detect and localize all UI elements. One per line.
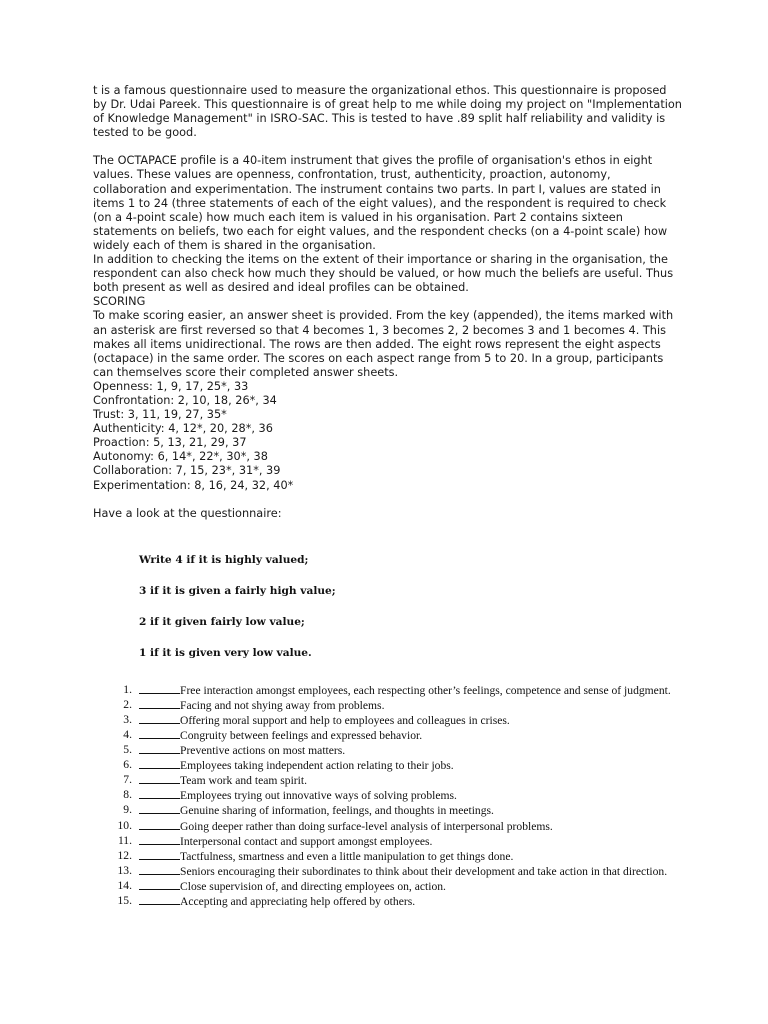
item-number: 2. — [123, 697, 132, 711]
item-number: 15. — [117, 894, 132, 908]
answer-blank[interactable] — [139, 849, 180, 860]
questionnaire-item — [93, 743, 683, 758]
item-number: 6. — [123, 758, 132, 772]
questionnaire-item — [93, 758, 683, 773]
scoring-heading: SCORING — [93, 295, 146, 309]
questionnaire-item — [93, 849, 683, 864]
questionnaire-item — [93, 864, 683, 879]
item-number: 4. — [123, 728, 132, 741]
item-text: Tactfulness, smartness and even a little manipulation to get things done. — [180, 849, 514, 863]
item-text: Team work and team spirit. — [180, 774, 308, 788]
questionnaire-item — [93, 773, 683, 788]
item-number: 12. — [117, 848, 132, 862]
item-text: Facing and not shying away from problems. — [180, 698, 385, 712]
scale-line-2: 2 if it given fairly low value; — [139, 615, 305, 628]
answer-blank[interactable] — [139, 788, 180, 799]
questionnaire-item — [93, 698, 683, 713]
answer-blank[interactable] — [139, 758, 180, 769]
answer-blank[interactable] — [139, 803, 180, 814]
item-text: Employees trying out innovative ways of solving problems. — [180, 789, 457, 803]
answer-blank[interactable] — [139, 683, 180, 694]
item-number: 10. — [117, 818, 132, 832]
questionnaire-item — [93, 879, 683, 894]
questionnaire-item — [93, 803, 683, 818]
item-number: 8. — [123, 788, 132, 802]
item-text: Genuine sharing of information, feelings, and thoughts in meetings. — [180, 804, 494, 818]
questionnaire-item — [93, 728, 683, 743]
answer-blank[interactable] — [139, 713, 180, 724]
item-number: 11. — [117, 833, 132, 847]
rating-scale — [139, 553, 683, 660]
scale-line-1: 1 if it is given very low value. — [139, 646, 312, 659]
item-text: Close supervision of, and directing employees on, action. — [180, 879, 446, 893]
answer-blank[interactable] — [139, 743, 180, 754]
answer-blank[interactable] — [139, 879, 180, 890]
intro-paragraph-3: In addition to checking the items on the extent of their importance or sharing in the organisation, the respondent can also check how much they should be valued, or how much the beliefs are useful. Thus both present as well as desired and ideal profiles can be obtained. — [93, 253, 674, 295]
scale-line-4: Write 4 if it is highly valued; — [139, 553, 309, 566]
item-text: Employees taking independent action relating to their jobs. — [180, 759, 454, 773]
document-page — [93, 84, 683, 909]
questionnaire-item — [93, 834, 683, 849]
item-text: Going deeper rather than doing surface-level analysis of interpersonal problems. — [180, 819, 553, 833]
questionnaire-item — [93, 788, 683, 803]
score-confrontation: Confrontation: 2, 10, 18, 26*, 34 — [93, 393, 277, 407]
item-number: 3. — [123, 712, 132, 726]
answer-blank[interactable] — [139, 894, 180, 905]
questionnaire-items — [93, 683, 683, 909]
score-proaction: Proaction: 5, 13, 21, 29, 37 — [93, 436, 247, 450]
answer-blank[interactable] — [139, 819, 180, 830]
scoring-key — [93, 380, 683, 493]
answer-blank[interactable] — [139, 864, 180, 875]
item-text: Free interaction amongst employees, each respecting other’s feelings, competence and sense of judgment. — [180, 683, 671, 697]
answer-blank[interactable] — [139, 834, 180, 845]
item-number: 9. — [123, 803, 132, 817]
score-trust: Trust: 3, 11, 19, 27, 35* — [93, 408, 227, 422]
look-text: Have a look at the questionnaire: — [93, 506, 282, 520]
scale-line-3: 3 if it is given a fairly high value; — [139, 584, 336, 597]
score-authenticity: Authenticity: 4, 12*, 20, 28*, 36 — [93, 422, 273, 436]
item-text: Preventive actions on most matters. — [180, 744, 346, 758]
item-number: 5. — [123, 743, 132, 757]
questionnaire-item — [93, 713, 683, 728]
item-text: Seniors encouraging their subordinates to think about their development and take action in that direction. — [180, 864, 668, 878]
questionnaire-item — [93, 819, 683, 834]
intro-section — [93, 84, 683, 521]
item-number: 13. — [117, 863, 132, 877]
score-experimentation: Experimentation: 8, 16, 24, 32, 40* — [93, 478, 294, 492]
score-collaboration: Collaboration: 7, 15, 23*, 31*, 39 — [93, 464, 281, 478]
answer-blank[interactable] — [139, 773, 180, 784]
item-text: Offering moral support and help to employees and colleagues in crises. — [180, 713, 510, 727]
questionnaire-item — [93, 894, 683, 909]
item-text: Interpersonal contact and support amongst employees. — [180, 834, 433, 848]
intro-paragraph-2: The OCTAPACE profile is a 40-item instrument that gives the profile of organisation's ethos in eight values. These values are openness, confrontation, trust, authenticity, proaction, autonomy, collaboration and experimentation. The instrument contains two parts. In part I, values are stated in items 1 to 24 (three statements of each of the eight values), and the respondent is required to check (on a 4-point scale) how much each item is valued in his organisation. Part 2 contains sixteen statements on beliefs, two each for eight values, and the respondent checks (on a 4-point scale) how widely each of them is shared in the organisation. — [93, 154, 668, 252]
item-text: Accepting and appreciating help offered by others. — [180, 895, 416, 909]
item-number: 1. — [123, 682, 132, 696]
item-number: 14. — [117, 878, 132, 892]
item-text: Congruity between feelings and expressed behavior. — [180, 729, 423, 742]
answer-blank[interactable] — [139, 728, 180, 739]
intro-paragraph-1: t is a famous questionnaire used to measure the organizational ethos. This questionnaire is proposed by Dr. Udai Pareek. This questionnaire is of great help to me while doing my project on "Implementation of Knowledge Management" in ISRO-SAC. This is tested to have .89 split half reliability and validity is tested to be good. — [93, 84, 682, 140]
scoring-paragraph: To make scoring easier, an answer sheet is provided. From the key (appended), the items marked with an asterisk are first reversed so that 4 becomes 1, 3 becomes 2, 2 becomes 3 and 1 becomes 4. This makes all items unidirectional. The rows are then added. The eight rows represent the eight aspects (octapace) in the same order. The scores on each aspect range from 5 to 20. In a group, participants can themselves score their completed answer sheets. — [93, 309, 674, 379]
score-openness: Openness: 1, 9, 17, 25*, 33 — [93, 379, 249, 393]
questionnaire-item — [93, 683, 683, 698]
answer-blank[interactable] — [139, 698, 180, 709]
score-autonomy: Autonomy: 6, 14*, 22*, 30*, 38 — [93, 450, 268, 464]
item-number: 7. — [123, 773, 132, 787]
